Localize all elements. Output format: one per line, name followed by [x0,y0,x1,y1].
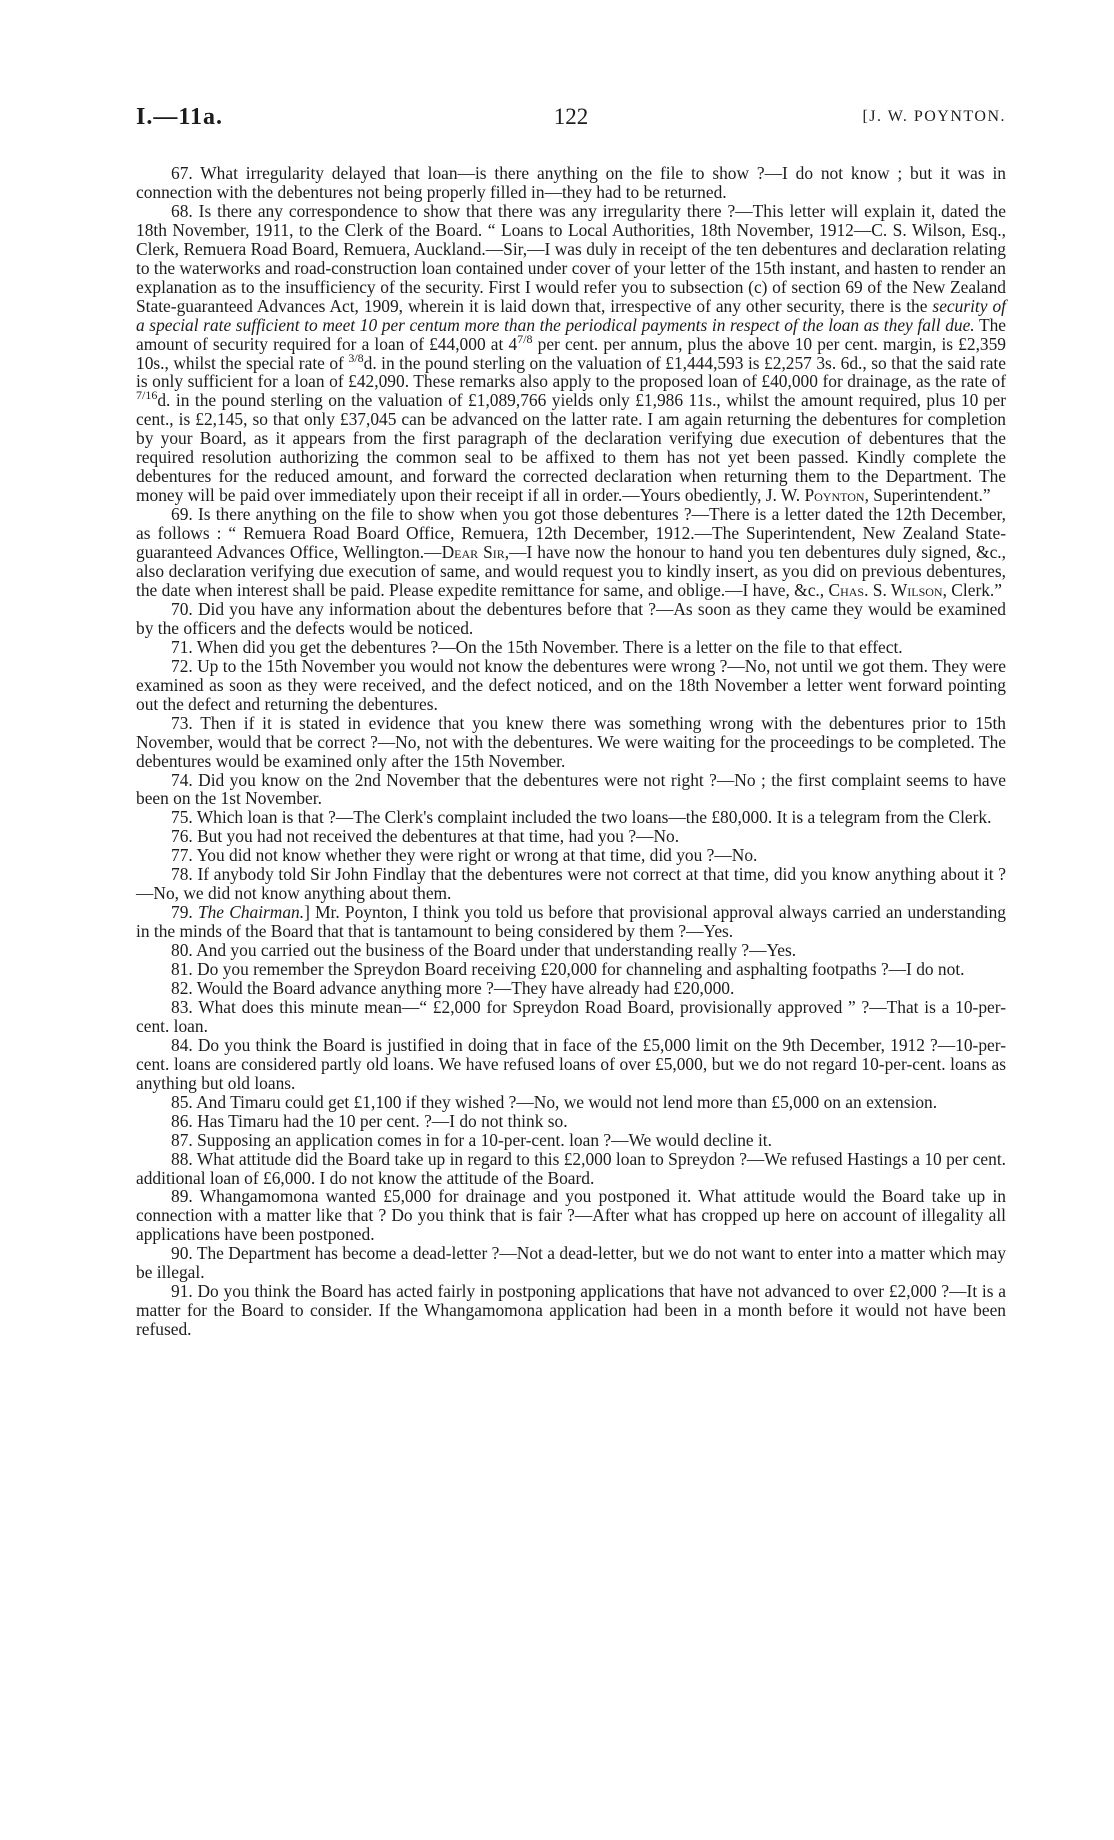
paragraph-75: 75. Which loan is that ?—The Clerk's complaint included the two loans—the £80,000. It is a telegram from the Clerk. [171,807,992,828]
document-page [136,100,1006,1800]
paragraph-74: 74. Did you know on the 2nd November that the debentures were not right ?—No ; the first complaint seems to have been on the 1st November. [136,769,1006,809]
paragraph-86: 86. Has Timaru had the 10 per cent. ?—I do not think so. [171,1110,568,1131]
paragraph-72: 72. Up to the 15th November you would not know the debentures were wrong ?—No, not until we got them. They were examined as soon as they were received, and the defect noticed, and on the 18th November a letter went forward pointing out the defect and returning the debentures. [136,655,1006,714]
paragraph-70: 70. Did you have any information about the debentures before that ?—As soon as they came they would be examined by the officers and the defects would be noticed. [136,598,1006,638]
document-reference: I.—11a. [136,104,224,130]
paragraph-77: 77. You did not know whether they were right or wrong at that time, did you ?—No. [171,845,758,866]
paragraph-69: 69. Is there anything on the file to show when you got those debentures ?—There is a letter dated the 12th December, as follows : “ Remuera Road Board Office, Remuera, 12th December, 1912.—The Superintendent, New Zealand State-guaranteed Advances Office, Wellington.—Dear Sir,—I have now the honour to hand you ten debentures duly signed, &c., also declaration verifying due execution of same, and would request you to kindly insert, as you did on previous debentures, the date when interest shall be paid. Please expedite remittance for same, and oblige.—I have, &c., Chas. S. Wilson, Clerk.” [136,504,1006,600]
paragraph-67: 67. What irregularity delayed that loan—is there anything on the file to show ?—I do not know ; but it was in connection with the debentures not being properly filled in—they had to be returned. [136,163,1006,202]
paragraph-90: 90. The Department has become a dead-letter ?—Not a dead-letter, but we do not want to enter into a matter which may be illegal. [136,1243,1006,1283]
paragraph-80: 80. And you carried out the business of the Board under that understanding really ?—Yes. [171,940,797,961]
paragraph-79: 79. The Chairman.] Mr. Poynton, I think you told us before that provisional approval always carried an understanding in the minds of the Board that that is tantamount to being considered by them ?—Yes. [136,902,1006,942]
paragraph-85: 85. And Timaru could get £1,100 if they wished ?—No, we would not lend more than £5,000 on an extension. [171,1091,938,1112]
paragraph-76: 76. But you had not received the debentures at that time, had you ?—No. [171,826,680,847]
paragraph-81: 81. Do you remember the Spreydon Board receiving £20,000 for channeling and asphalting footpaths ?—I do not. [171,959,965,980]
body-text [136,164,1006,1339]
witness-name: [J. W. POYNTON. [862,108,1006,125]
paragraph-84: 84. Do you think the Board is justified in doing that in face of the £5,000 limit on the 9th December, 1912 ?—10-per-cent. loans are considered partly old loans. We have refused loans of over £5,000, but we do not regard 10-per-cent. loans as anything but old loans. [136,1034,1006,1093]
paragraph-83: 83. What does this minute mean—“ £2,000 for Spreydon Road Board, provisionally approved ” ?—That is a 10-per-cent. loan. [136,996,1006,1036]
paragraph-91: 91. Do you think the Board has acted fairly in postponing applications that have not advanced to over £2,000 ?—It is a matter for the Board to consider. If the Whangamomona application had been in a month before it would not have been refused. [136,1281,1006,1340]
paragraph-73: 73. Then if it is stated in evidence that you knew there was something wrong with the debentures prior to 15th November, would that be correct ?—No, not with the debentures. We were waiting for the proceedings to be completed. The debentures would be examined only after the 15th November. [136,712,1006,771]
paragraph-89: 89. Whangamomona wanted £5,000 for drainage and you postponed it. What attitude would the Board take up in connection with a matter like that ? Do you think that is fair ?—After what has cropped up here on account of illegality all applications have been postponed. [136,1186,1006,1245]
paragraph-88: 88. What attitude did the Board take up in regard to this £2,000 loan to Spreydon ?—We refused Hastings a 10 per cent. additional loan of £6,000. I do not know the attitude of the Board. [136,1148,1006,1188]
page-header [136,100,1006,140]
paragraph-78: 78. If anybody told Sir John Findlay that the debentures were not correct at that time, did you know anything about it ?—No, we did not know anything about them. [136,864,1006,904]
paragraph-82: 82. Would the Board advance anything more ?—They have already had £20,000. [171,977,735,998]
paragraph-71: 71. When did you get the debentures ?—On the 15th November. There is a letter on the file to that effect. [171,636,903,657]
page-number: 122 [553,104,589,129]
paragraph-68: 68. Is there any correspondence to show that there was any irregularity there ?—This letter will explain it, dated the 18th November, 1911, to the Clerk of the Board. “ Loans to Local Authorities, 18th November, 1912—C. S. Wilson, Esq., Clerk, Remuera Road Board, Remuera, Auckland.—Sir,—I was duly in receipt of the ten debentures and declaration relating to the waterworks and road-construction loan contained under cover of your letter of the 15th instant, and hasten to render an explanation as to the insufficiency of the security. First I would refer you to subsection (c) of section 69 of the New Zealand State-guaranteed Advances Act, 1909, wherein it is laid down that, irrespective of any other security, there is the security of a special rate sufficient to meet 10 per centum more than the periodical payments in respect of the loan as they fall due. The amount of security required for a loan of £44,000 at $4^{7/8}$ per cent. per annum, plus the above 10 per cent. margin, is £2,359 10s., whilst the special rate of $^{3/8}$d. in the pound sterling on the valuation of £1,444,593 is £2,257 3s. 6d., so that the said rate is only sufficient for a loan of £42,090. These remarks also apply to the proposed loan of £40,000 for drainage, as the rate of $^{7/16}$d. in the pound sterling on the valuation of £1,089,766 yields only £1,986 11s., whilst the amount required, plus 10 per cent., is £2,145, so that only £37,045 can be advanced on the latter rate. I am again returning the debentures for completion by your Board, as it appears from the first paragraph of the declaration verifying due execution of debentures that the required resolution authorizing the common seal to be affixed to them has not yet been passed. Kindly complete the debentures for the reduced amount, and forward the corrected declaration when returning them to the Department. The money will be paid over immediately upon their receipt if all in order.—Yours obediently, J. W. Poynton, Superintendent.” [136,200,1006,506]
paragraph-87: 87. Supposing an application comes in for a 10-per-cent. loan ?—We would decline it. [171,1129,772,1150]
